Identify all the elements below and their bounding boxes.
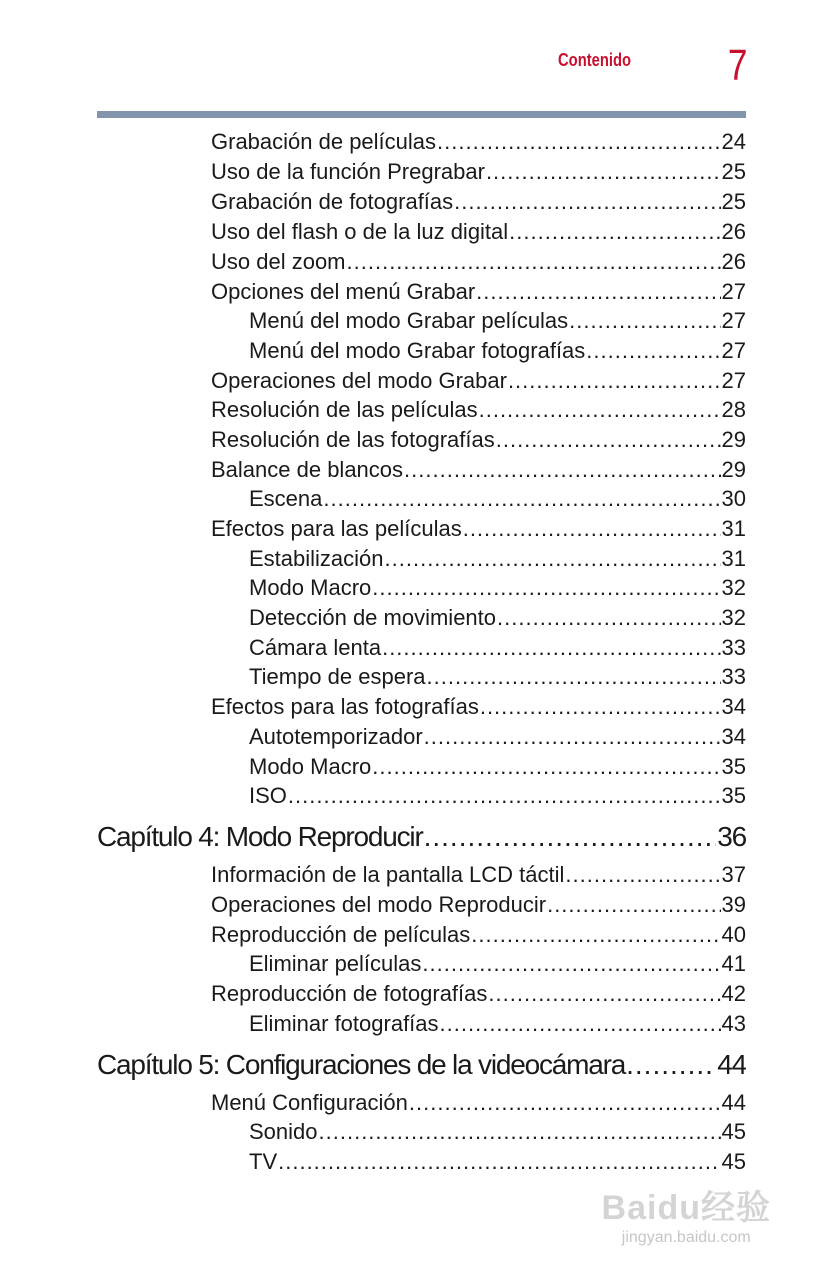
toc-entry-page: 43 xyxy=(721,1011,746,1036)
toc-dot-leader xyxy=(497,603,721,633)
toc-entry[interactable] xyxy=(211,425,746,455)
toc-entry-title: Resolución de las fotografías xyxy=(211,427,495,452)
toc-entry-page: 33 xyxy=(721,664,746,689)
toc-chapter-entry[interactable] xyxy=(97,1046,746,1084)
toc-entry-title: Reproducción de fotografías xyxy=(211,981,488,1006)
toc-entry-page: 41 xyxy=(721,951,746,976)
section-title: Contenido xyxy=(558,50,631,70)
toc-entry-title: Tiempo de espera xyxy=(249,664,426,689)
toc-entry[interactable] xyxy=(211,217,746,247)
toc-dot-leader xyxy=(385,544,721,574)
toc-entry-title: Eliminar películas xyxy=(249,951,422,976)
toc-dot-leader xyxy=(424,818,717,856)
toc-dot-leader xyxy=(509,217,720,247)
toc-entry[interactable] xyxy=(249,752,746,782)
toc-entry-title: Sonido xyxy=(249,1119,318,1144)
toc-entry-page: 34 xyxy=(721,694,746,719)
toc-entry[interactable] xyxy=(211,1088,746,1118)
toc-entry[interactable] xyxy=(211,157,746,187)
toc-entry[interactable] xyxy=(249,949,746,979)
toc-chapter-entry[interactable] xyxy=(97,818,746,856)
toc-entry-page: 39 xyxy=(721,892,746,917)
toc-dot-leader xyxy=(454,187,720,217)
toc-entry-title: Escena xyxy=(249,486,323,511)
toc-entry-page: 29 xyxy=(721,427,746,452)
toc-entry-title: Información de la pantalla LCD táctil xyxy=(211,862,565,887)
toc-entry-title: Opciones del menú Grabar xyxy=(211,279,476,304)
toc-entry-page: 24 xyxy=(721,129,746,154)
toc-entry-title: Balance de blancos xyxy=(211,457,404,482)
toc-dot-leader xyxy=(422,949,720,979)
toc-dot-leader xyxy=(569,306,720,336)
toc-entry-title: Operaciones del modo Grabar xyxy=(211,368,507,393)
toc-entry-page: 45 xyxy=(721,1119,746,1144)
toc-entry-page: 35 xyxy=(721,783,746,808)
toc-dot-leader xyxy=(496,425,721,455)
toc-entry-page: 31 xyxy=(721,516,746,541)
toc-entry-page: 31 xyxy=(721,546,746,571)
toc-entry[interactable] xyxy=(249,306,746,336)
toc-entry-page: 32 xyxy=(721,605,746,630)
toc-entry[interactable] xyxy=(249,722,746,752)
toc-dot-leader xyxy=(424,722,721,752)
toc-dot-leader xyxy=(288,781,721,811)
toc-entry-page: 37 xyxy=(721,862,746,887)
toc-entry-title: Reproducción de películas xyxy=(211,922,471,947)
toc-dot-leader xyxy=(319,1117,721,1147)
toc-entry-title: Cámara lenta xyxy=(249,635,382,660)
toc-entry[interactable] xyxy=(249,573,746,603)
toc-entry[interactable] xyxy=(249,1009,746,1039)
toc-entry-title: Uso del flash o de la luz digital xyxy=(211,219,509,244)
toc-entry[interactable] xyxy=(211,366,746,396)
toc-dot-leader xyxy=(440,1009,721,1039)
toc-entry-title: Operaciones del modo Reproducir xyxy=(211,892,547,917)
toc-entry[interactable] xyxy=(211,455,746,485)
toc-dot-leader xyxy=(382,633,720,663)
toc-dot-leader xyxy=(409,1088,721,1118)
toc-dot-leader xyxy=(427,662,721,692)
toc-dot-leader xyxy=(323,484,720,514)
toc-entry-page: 27 xyxy=(721,338,746,363)
toc-entry-page: 26 xyxy=(721,219,746,244)
toc-entry-title: Uso de la función Pregrabar xyxy=(211,159,485,184)
toc-dot-leader xyxy=(480,692,721,722)
toc-entry-page: 44 xyxy=(721,1090,746,1115)
toc-entry-title: Modo Macro xyxy=(249,754,372,779)
toc-entry[interactable] xyxy=(249,1147,746,1177)
toc-dot-leader xyxy=(508,366,721,396)
toc-entry-title: Efectos para las películas xyxy=(211,516,462,541)
toc-dot-leader xyxy=(547,890,720,920)
toc-dot-leader xyxy=(565,860,720,890)
toc-entry-page: 29 xyxy=(721,457,746,482)
toc-entry-page: 33 xyxy=(721,635,746,660)
toc-entry-page: 27 xyxy=(721,368,746,393)
toc-entry[interactable] xyxy=(211,860,746,890)
toc-dot-leader xyxy=(626,1046,716,1084)
toc-entry-page: 25 xyxy=(721,189,746,214)
toc-dot-leader xyxy=(437,127,720,157)
toc-entry-title: Autotemporizador xyxy=(249,724,423,749)
toc-entry[interactable] xyxy=(211,187,746,217)
toc-entry-title: Modo Macro xyxy=(249,575,372,600)
toc-entry-title: Capítulo 4: Modo Reproducir xyxy=(97,821,423,852)
toc-entry[interactable] xyxy=(211,247,746,277)
toc-dot-leader xyxy=(471,920,720,950)
toc-dot-leader xyxy=(488,979,720,1009)
toc-entry-page: 27 xyxy=(721,308,746,333)
toc-entry[interactable] xyxy=(249,603,746,633)
toc-entry-title: Menú del modo Grabar fotografías xyxy=(249,338,586,363)
toc-entry[interactable] xyxy=(211,395,746,425)
toc-entry[interactable] xyxy=(211,127,746,157)
toc-dot-leader xyxy=(347,247,721,277)
toc-entry-title: Resolución de las películas xyxy=(211,397,478,422)
toc-entry-title: Eliminar fotografías xyxy=(249,1011,439,1036)
toc-dot-leader xyxy=(278,1147,720,1177)
toc-entry[interactable] xyxy=(249,544,746,574)
toc-entry-title: Grabación de fotografías xyxy=(211,189,454,214)
toc-entry-page: 30 xyxy=(721,486,746,511)
toc-entry[interactable] xyxy=(249,336,746,366)
toc-entry-page: 45 xyxy=(721,1149,746,1174)
toc-entry-title: Detección de movimiento xyxy=(249,605,497,630)
toc-dot-leader xyxy=(486,157,721,187)
toc-entry-title: Grabación de películas xyxy=(211,129,437,154)
toc-entry-title: TV xyxy=(249,1149,278,1174)
toc-entry-page: 36 xyxy=(717,821,746,852)
watermark xyxy=(602,1180,771,1247)
toc-entry[interactable] xyxy=(211,514,746,544)
watermark-logo: Baidu经验 xyxy=(601,1189,771,1227)
toc-entry-title: Capítulo 5: Configuraciones de la videocámara xyxy=(97,1049,626,1080)
toc-dot-leader xyxy=(476,277,720,307)
toc-entry-title: Efectos para las fotografías xyxy=(211,694,479,719)
toc-entry-page: 27 xyxy=(721,279,746,304)
toc-entry[interactable] xyxy=(211,890,746,920)
toc-entry-page: 26 xyxy=(721,249,746,274)
toc-dot-leader xyxy=(479,395,721,425)
toc-dot-leader xyxy=(463,514,721,544)
toc-entry-page: 40 xyxy=(721,922,746,947)
toc-entry-page: 35 xyxy=(721,754,746,779)
toc-entry-title: Menú Configuración xyxy=(211,1090,408,1115)
toc-entry[interactable] xyxy=(211,692,746,722)
toc-entry-page: 44 xyxy=(717,1049,746,1080)
toc-entry-title: Menú del modo Grabar películas xyxy=(249,308,569,333)
toc-entry[interactable] xyxy=(249,781,746,811)
toc-entry-page: 32 xyxy=(721,575,746,600)
toc-dot-leader xyxy=(404,455,720,485)
toc-entry-title: Estabilización xyxy=(249,546,384,571)
toc-dot-leader xyxy=(586,336,720,366)
toc-entry-page: 34 xyxy=(721,724,746,749)
toc-entry[interactable] xyxy=(211,277,746,307)
watermark-url: jingyan.baidu.com xyxy=(621,1229,751,1246)
toc-entry[interactable] xyxy=(211,920,746,950)
toc-entry[interactable] xyxy=(249,1117,746,1147)
toc-entry[interactable] xyxy=(249,484,746,514)
toc-entry[interactable] xyxy=(249,633,746,663)
page-number: 7 xyxy=(727,41,747,90)
toc-entry-page: 28 xyxy=(721,397,746,422)
toc-entry-page: 25 xyxy=(721,159,746,184)
toc-entry[interactable] xyxy=(211,979,746,1009)
toc-entry-title: Uso del zoom xyxy=(211,249,346,274)
toc-entry-page: 42 xyxy=(721,981,746,1006)
toc-entry[interactable] xyxy=(249,662,746,692)
toc-dot-leader xyxy=(372,752,720,782)
toc-dot-leader xyxy=(372,573,720,603)
toc-entry-title: ISO xyxy=(249,783,287,808)
